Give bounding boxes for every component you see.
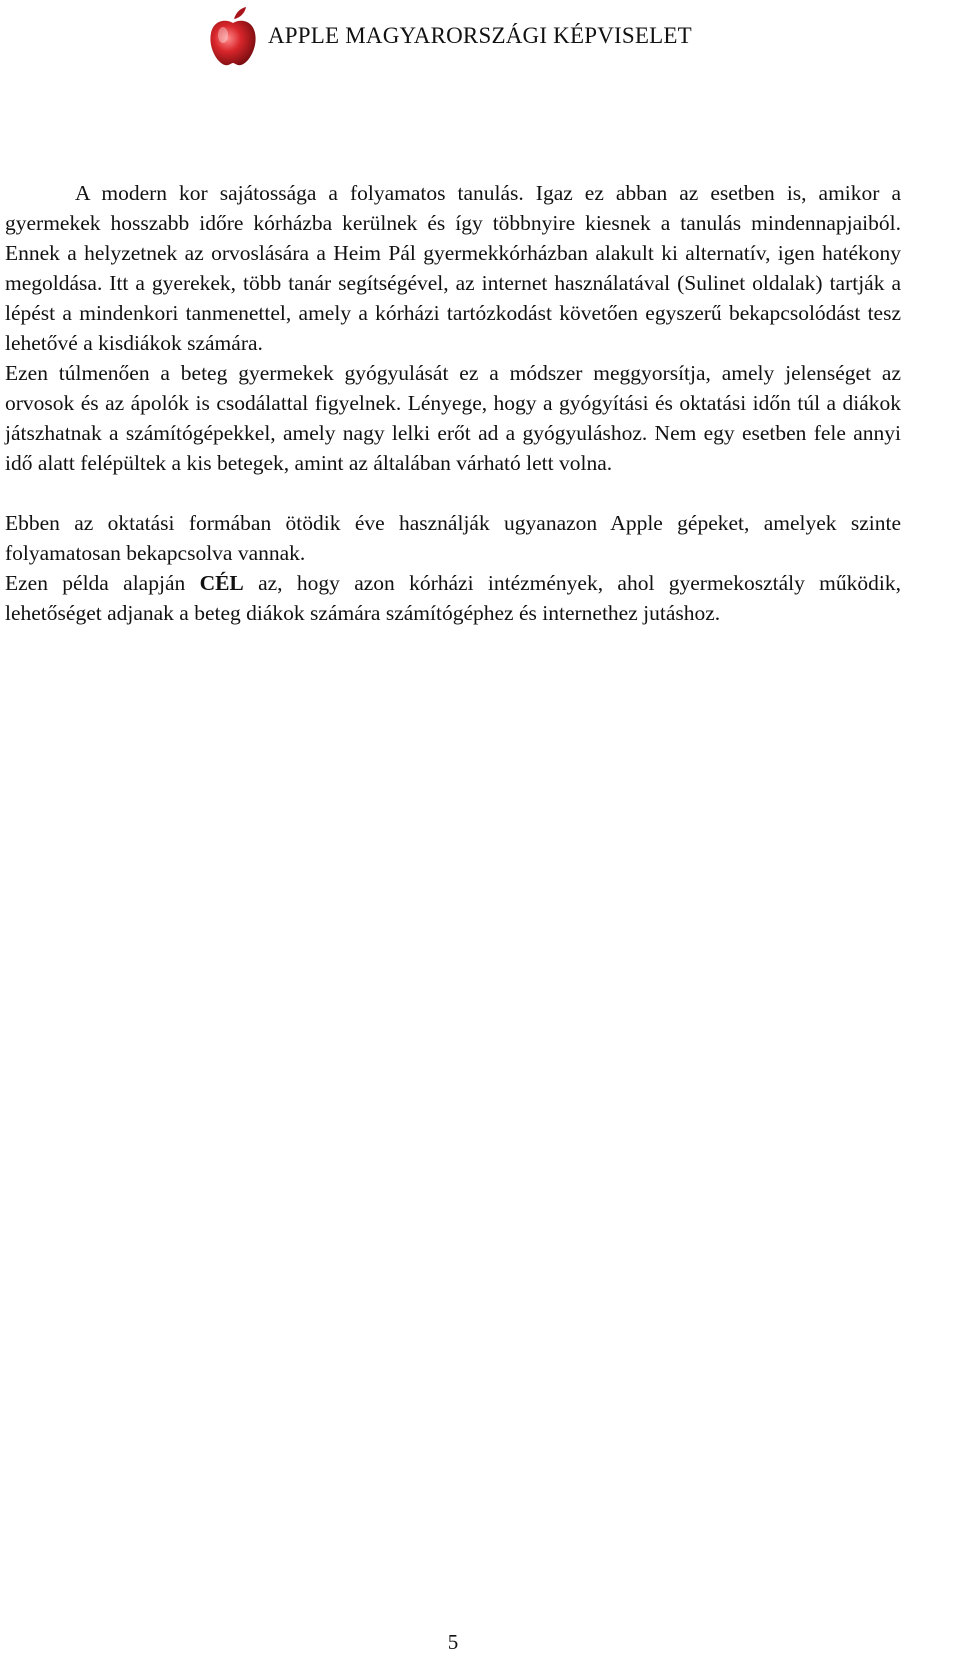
page-number: 5	[447, 1630, 459, 1654]
paragraph-apple-machines: Ebben az oktatási formában ötödik éve használják ugyanazon Apple gépeket, amelyek szinte folyamatosan bekapcsolva vannak.	[5, 511, 901, 565]
goal-keyword: CÉL	[199, 571, 244, 595]
goal-text-before: Ezen példa alapján	[5, 571, 200, 595]
apple-logo-icon	[208, 5, 258, 67]
paragraph-spacer	[5, 478, 901, 508]
paragraph-healing: Ezen túlmenően a beteg gyermekek gyógyulását ez a módszer meggyorsítja, amely jelenséget az orvosok és az ápolók is csodálattal figyelnek. Lényege, hogy a gyógyítási és oktatási időn túl a diákok játszhatnak a számítógépekkel, amely nagy lelki erőt ad a gyógyuláshoz. Nem egy esetben fele annyi idő alatt felépültek a kis betegek, amint az általában várható lett volna.	[5, 361, 901, 475]
paragraph-intro: A modern kor sajátossága a folyamatos tanulás. Igaz ez abban az esetben is, amikor a gyermekek hosszabb időre kórházba kerülnek és így többnyire kiesnek a tanulás mindennapjaiból. Ennek a helyzetnek az orvoslására a Heim Pál gyermekkórházban alakult ki alternatív, igen hatékony megoldása. Itt a gyerekek, több tanár segítségével, az internet használatával (Sulinet oldalak) tartják a lépést a mindenkori tanmenettel, amely a kórházi tartózkodást követően egyszerű bekapcsolódást tesz lehetővé a kisdiákok számára.	[5, 181, 901, 355]
document-body	[5, 178, 901, 628]
header-title: APPLE MAGYARORSZÁGI KÉPVISELET	[268, 23, 692, 48]
goal-text-after: az, hogy azon kórházi intézmények, ahol gyermekosztály működik, lehetőséget adjanak a beteg diákok számára számítógéphez és internethez jutáshoz.	[5, 571, 902, 625]
page-header	[208, 4, 692, 68]
paragraph-goal	[5, 568, 901, 628]
